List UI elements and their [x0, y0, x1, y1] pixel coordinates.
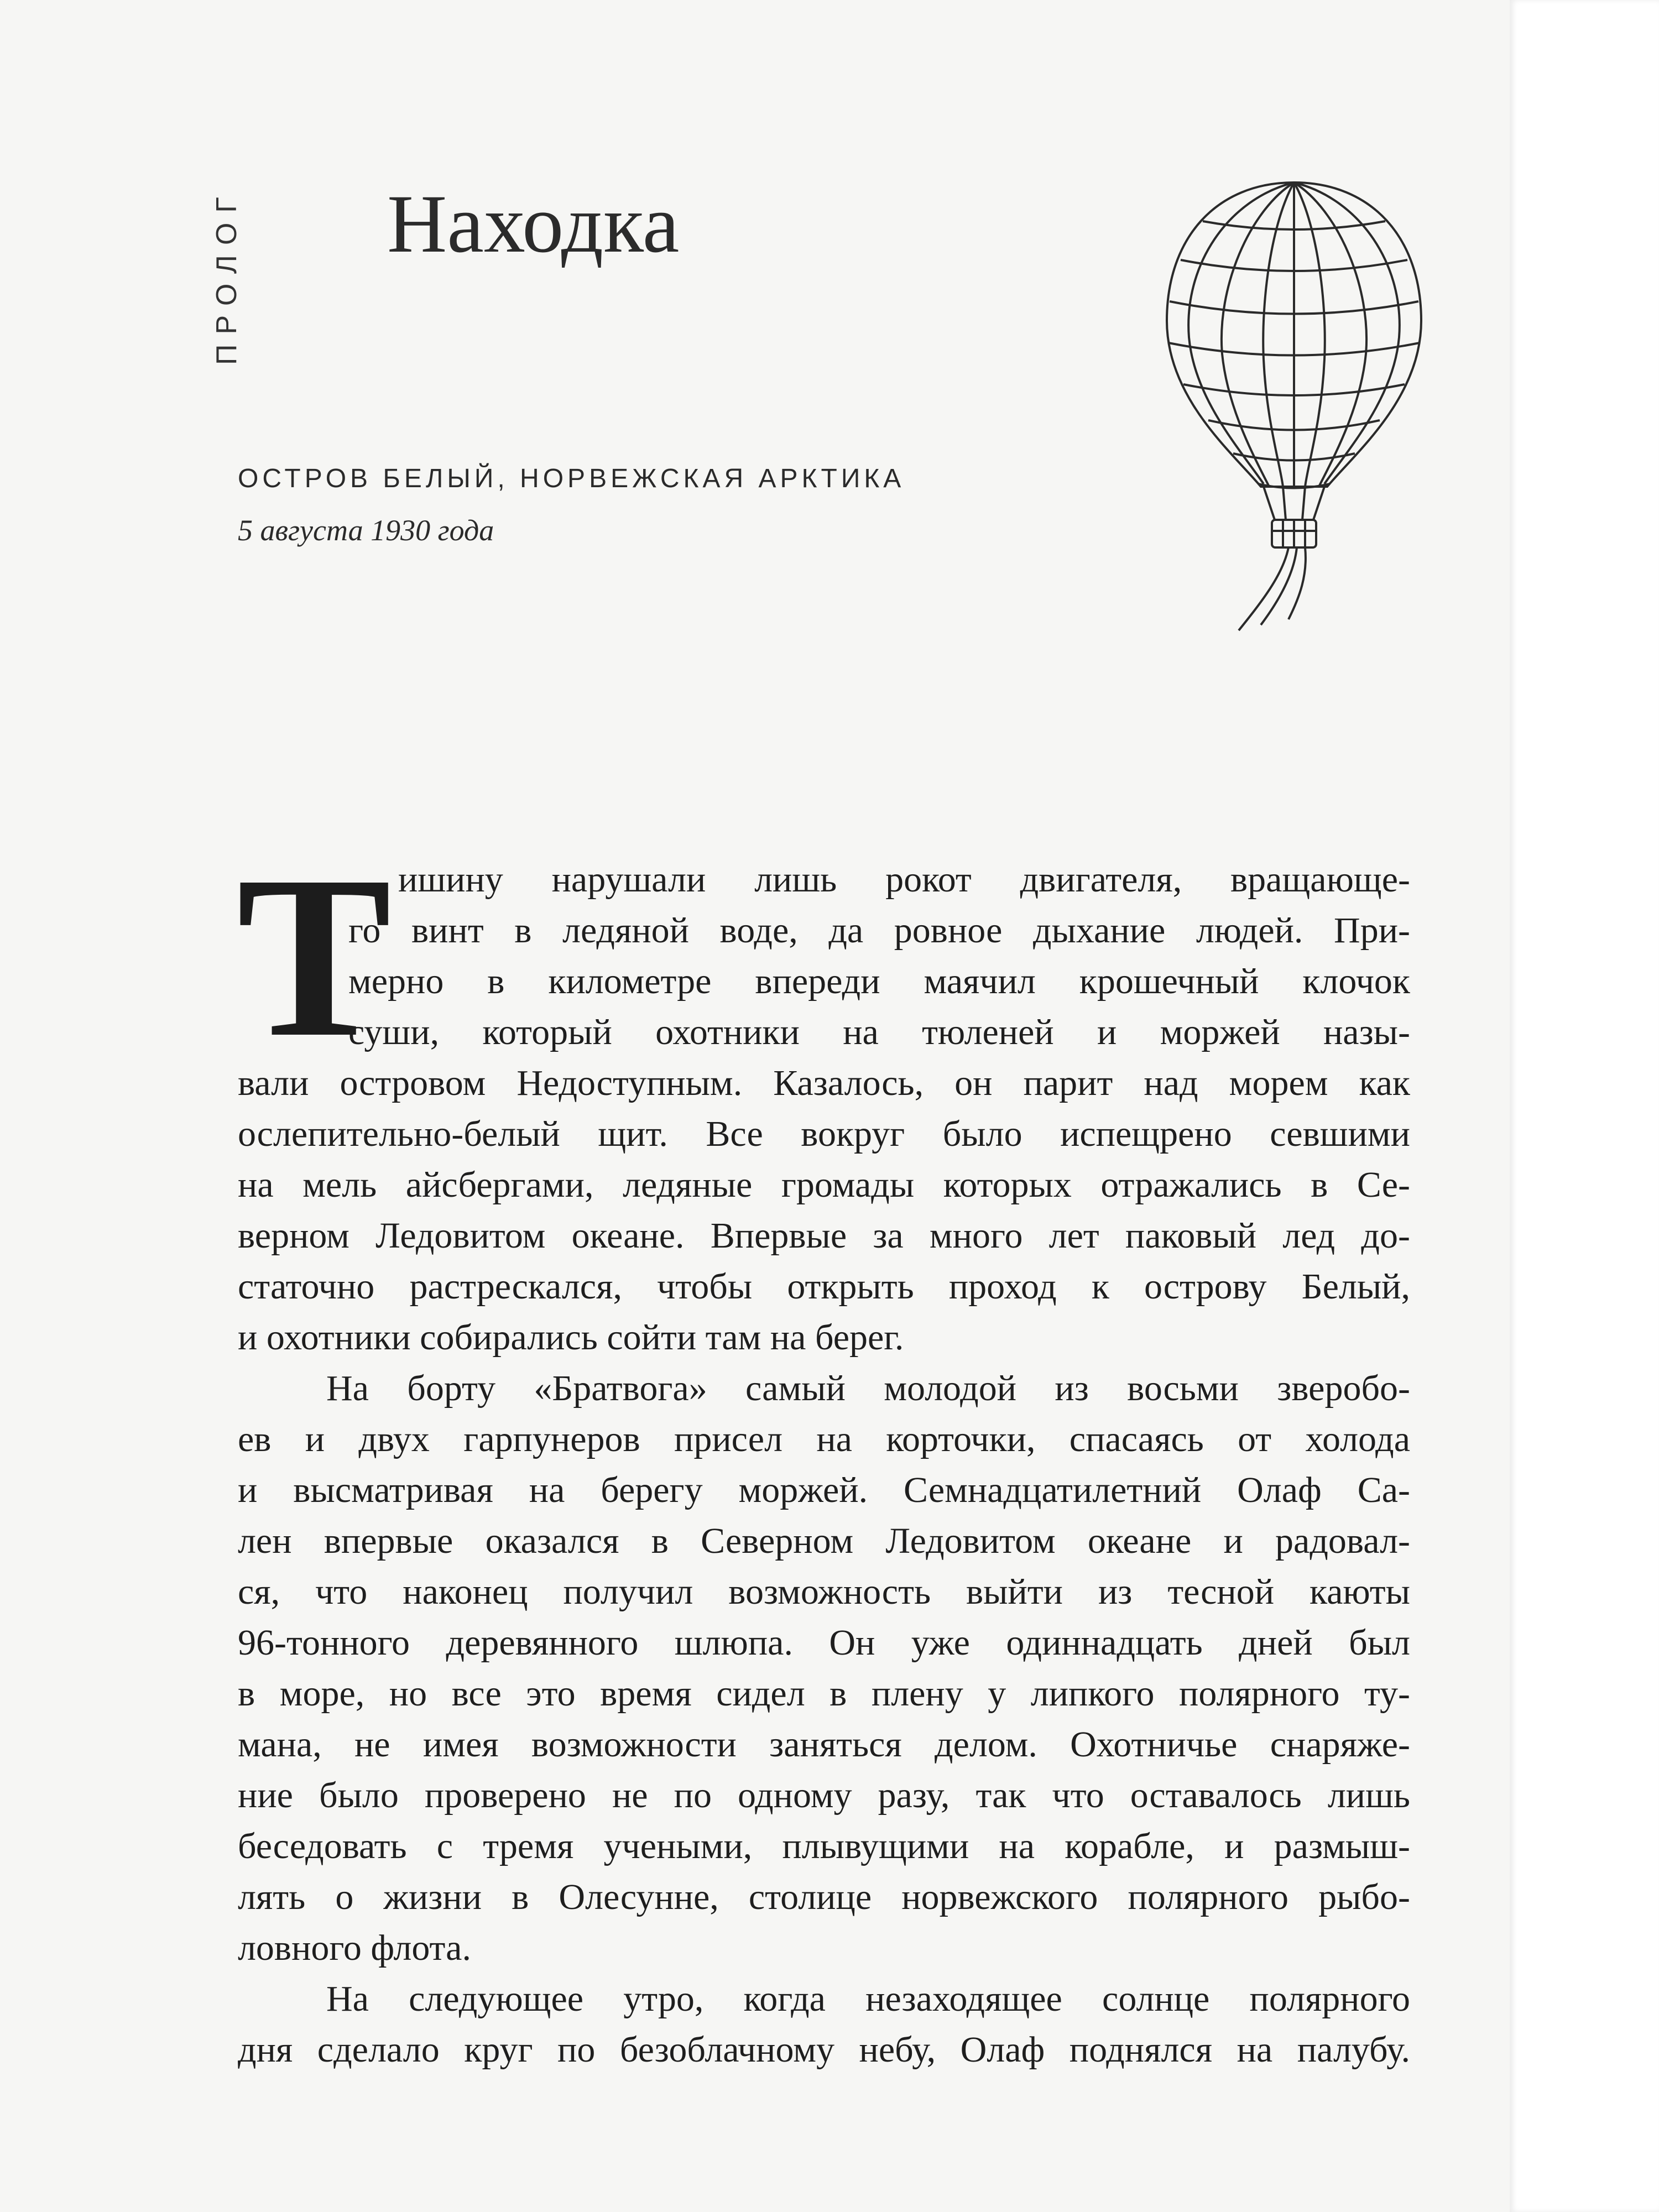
text-line: лять о жизни в Олесунне, столице норвежского полярного рыбо-: [238, 1877, 1410, 1917]
text-line: ослепительно-белый щит. Все вокруг было испещрено севшими: [238, 1114, 1410, 1154]
location-heading: ОСТРОВ БЕЛЫЙ, НОРВЕЖСКАЯ АРКТИКА: [238, 464, 905, 493]
date-heading: 5 августа 1930 года: [238, 514, 494, 547]
text-line: в море, но все это время сидел в плену у липкого полярного ту-: [238, 1673, 1410, 1714]
chapter-side-label: ПРОЛОГ: [211, 187, 243, 365]
page-edge: [1510, 0, 1659, 2212]
text-line: и охотники собирались сойти там на берег.: [238, 1317, 904, 1358]
text-line: го винт в ледяной воде, да ровное дыхание людей. При-: [348, 910, 1410, 951]
text-line: лен впервые оказался в Северном Ледовитом океане и радовал-: [238, 1521, 1410, 1561]
text-line: На следующее утро, когда незаходящее солнце полярного: [326, 1979, 1410, 2019]
text-line: вали островом Недоступным. Казалось, он парит над морем как: [238, 1063, 1410, 1103]
text-line: верном Ледовитом океане. Впервые за много лет паковый лед до-: [238, 1215, 1410, 1256]
text-line: ев и двух гарпунеров присел на корточки, спасаясь от холода: [238, 1419, 1410, 1459]
text-line: и высматривая на берегу моржей. Семнадцатилетний Олаф Са-: [238, 1470, 1410, 1510]
text-line: беседовать с тремя учеными, плывущими на корабле, и размыш-: [238, 1826, 1410, 1866]
drop-cap-letter: Т: [237, 828, 392, 1085]
text-line: На борту «Братвога» самый молодой из восьми зверобо-: [326, 1368, 1410, 1408]
text-line: 96-тонного деревянного шлюпа. Он уже одиннадцать дней был: [238, 1623, 1410, 1663]
hot-air-balloon-icon: [1150, 177, 1438, 636]
text-line: суши, который охотники на тюленей и моржей назы-: [348, 1012, 1410, 1052]
chapter-title: Находка: [387, 178, 680, 270]
body-text: [238, 854, 1410, 2075]
text-line: дня сделало круг по безоблачному небу, Олаф поднялся на палубу.: [238, 2030, 1410, 2070]
text-line: ловного флота.: [238, 1928, 471, 1968]
text-line: ишину нарушали лишь рокот двигателя, вращающе-: [398, 859, 1410, 900]
text-line: мерно в километре впереди маячил крошечный клочок: [348, 961, 1410, 1001]
text-line: на мель айсбергами, ледяные громады которых отражались в Се-: [238, 1165, 1410, 1205]
text-line: мана, не имея возможности заняться делом. Охотничье снаряже-: [238, 1724, 1410, 1765]
text-line: статочно растрескался, чтобы открыть проход к острову Белый,: [238, 1266, 1410, 1307]
text-line: ся, что наконец получил возможность выйти из тесной каюты: [238, 1572, 1410, 1612]
text-line: ние было проверено не по одному разу, так что оставалось лишь: [238, 1775, 1410, 1815]
